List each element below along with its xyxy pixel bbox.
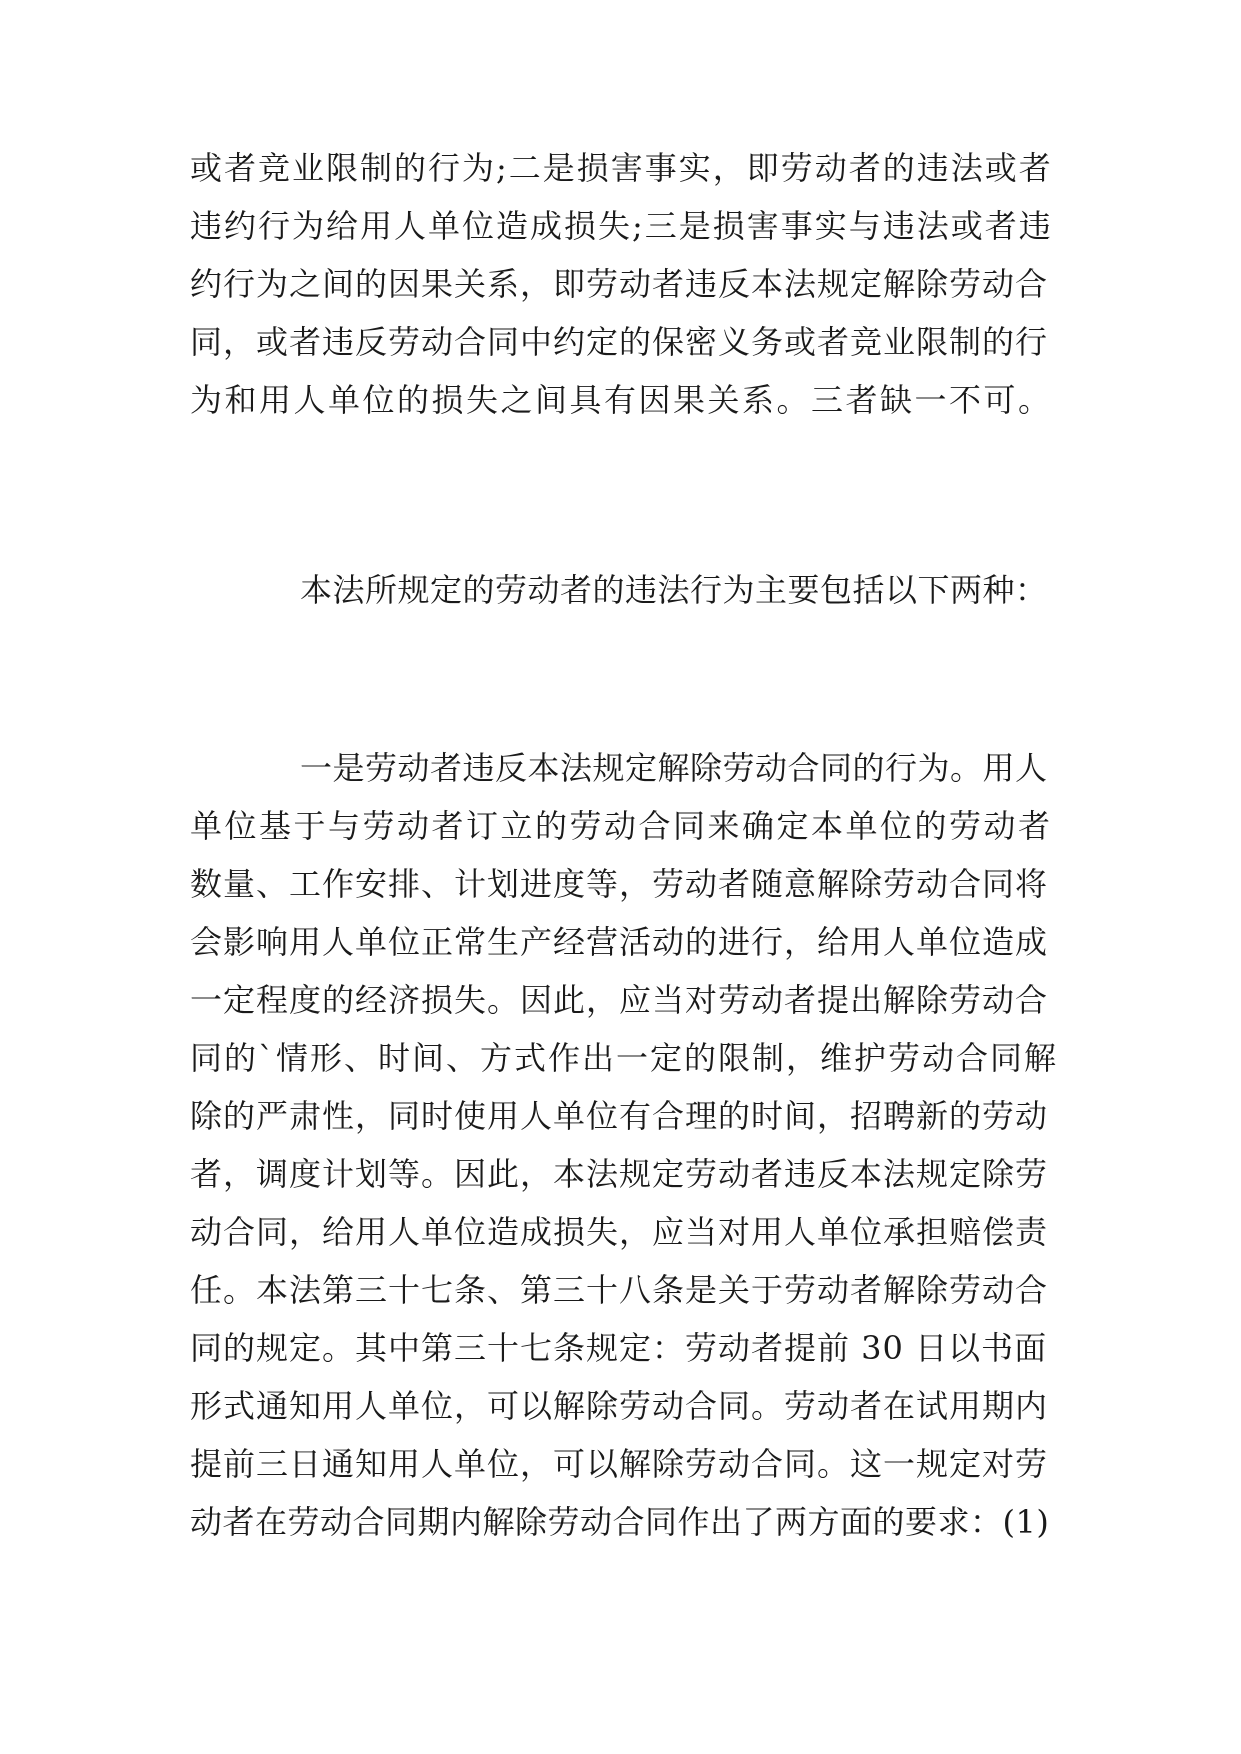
text-line: 约行为之间的因果关系，即劳动者违反本法规定解除劳动合 (190, 265, 1049, 303)
text-line: 同的`情形、时间、方式作出一定的限制，维护劳动合同解 (190, 1039, 1059, 1077)
text-line: 为和用人单位的损失之间具有因果关系。三者缺一不可。 (190, 381, 1053, 419)
text-line: 同，或者违反劳动合同中约定的保密义务或者竞业限制的行 (190, 323, 1049, 361)
text-line: 形式通知用人单位，可以解除劳动合同。劳动者在试用期内 (190, 1387, 1049, 1425)
text-line: 单位基于与劳动者订立的劳动合同来确定本单位的劳动者 (190, 807, 1053, 845)
text-line: 一定程度的经济损失。因此，应当对劳动者提出解除劳动合 (190, 981, 1049, 1019)
text-line: 者，调度计划等。因此，本法规定劳动者违反本法规定除劳 (190, 1155, 1049, 1193)
text-line: 或者竞业限制的行为;二是损害事实，即劳动者的违法或者 (190, 149, 1053, 187)
text-line: 除的严肃性，同时使用人单位有合理的时间，招聘新的劳动 (190, 1097, 1049, 1135)
text-line: 提前三日通知用人单位，可以解除劳动合同。这一规定对劳 (190, 1445, 1049, 1483)
text-line: 数量、工作安排、计划进度等，劳动者随意解除劳动合同将 (190, 865, 1049, 903)
text-line: 违约行为给用人单位造成损失;三是损害事实与违法或者违 (190, 207, 1053, 245)
text-line: 同的规定。其中第三十七条规定：劳动者提前 30 日以书面 (190, 1329, 1048, 1367)
text-line: 动者在劳动合同期内解除劳动合同作出了两方面的要求：(1) (190, 1503, 1050, 1541)
text-line: 一是劳动者违反本法规定解除劳动合同的行为。用人 (300, 749, 1048, 787)
text-line: 动合同，给用人单位造成损失，应当对用人单位承担赔偿责 (190, 1213, 1049, 1251)
text-line: 会影响用人单位正常生产经营活动的进行，给用人单位造成 (190, 923, 1049, 961)
text-line: 任。本法第三十七条、第三十八条是关于劳动者解除劳动合 (190, 1271, 1049, 1309)
text-line: 本法所规定的劳动者的违法行为主要包括以下两种： (300, 571, 1048, 609)
